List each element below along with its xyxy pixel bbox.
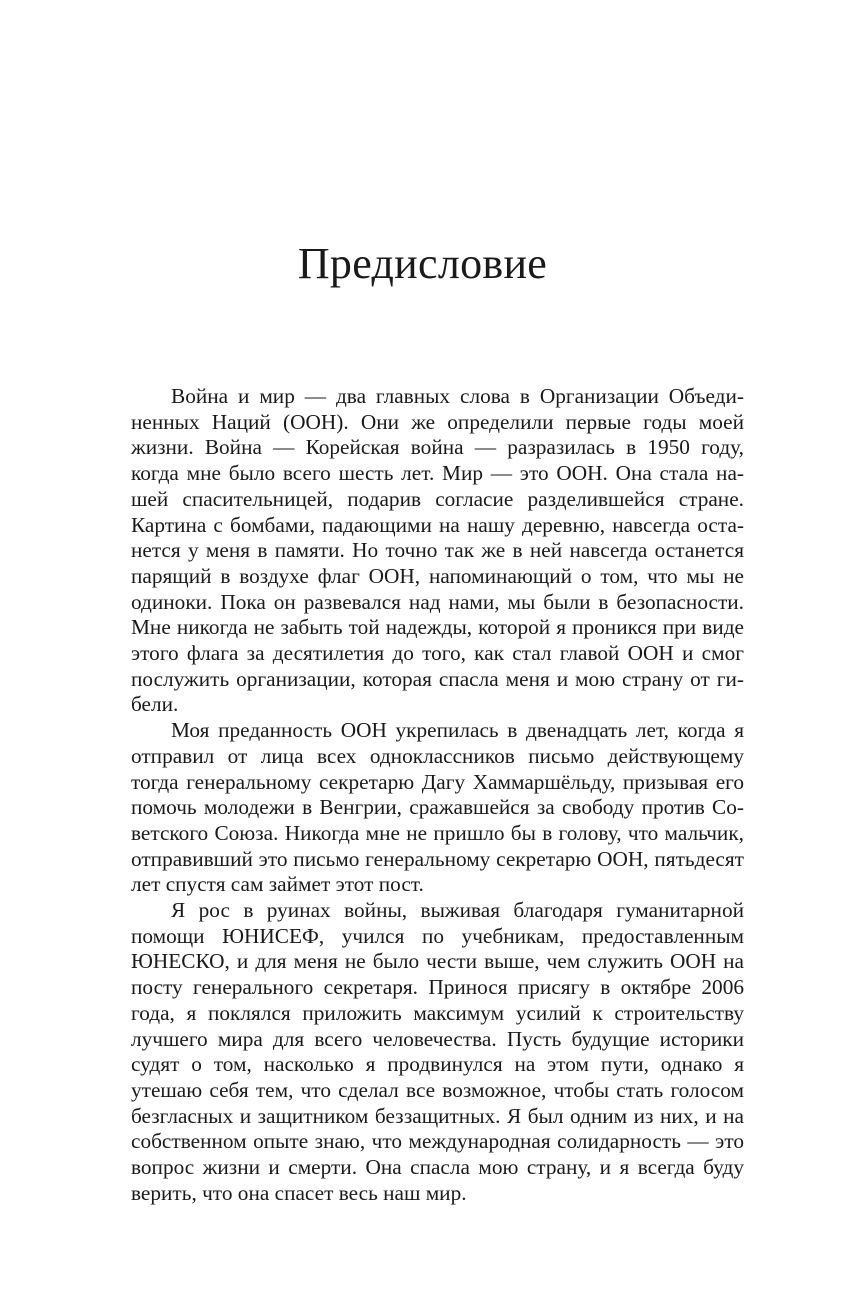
paragraph: Я рос в руинах войны, выживая благодаря гуманитарной помощи ЮНИСЕФ, учился по учебникам, предоставленным ЮНЕСКО, и для меня не было чести выше, чем служить ООН на посту генерального секретаря. Принося присягу в октябре 2006 года, я поклялся приложить максимум усилий к строительству лучшего мира для всего человечества. Пусть будущие историки судят о том, насколько я продвинулся на этом пути, однако я утешаю себя тем, что сделал все возможное, чтобы стать голосом безгласных и защитником беззащитных. Я был одним из них, и на собственном опыте знаю, что международная солидарность — это вопрос жизни и смерти. Она спасла мою страну, и я всегда буду верить, что она спасет весь наш мир. [131, 898, 744, 1205]
body-text [131, 384, 744, 1207]
paragraph: Моя преданность ООН укрепилась в двенадцать лет, когда я отправил от лица всех одноклассников письмо действующему тогда генеральному секретарю Дагу Хаммаршёльду, призывая его помочь молодежи в Венгрии, сражавшейся за свободу против Советского Союза. Никогда мне не пришло бы в голову, что мальчик, отправивший это письмо генеральному секретарю ООН, пятьдесят лет спустя сам займет этот пост. [131, 718, 744, 897]
chapter-title: Предисловие [297, 239, 548, 288]
paragraph: Война и мир — два главных слова в Организации Объединенных Наций (ООН). Они же определили первые годы моей жизни. Война — Корейская война — разразилась в 1950 году, когда мне было всего шесть лет. Мир — это ООН. Она стала нашей спасительницей, подарив согласие разделившейся стране. Картина с бомбами, падающими на нашу деревню, навсегда останется у меня в памяти. Но точно так же в ней навсегда останется парящий в воздухе флаг ООН, напоминающий о том, что мы не одиноки. Пока он развевался над нами, мы были в безопасности. Мне никогда не забыть той надежды, которой я проникся при виде этого флага за десятилетия до того, как стал главой ООН и смог послужить организации, которая спасла меня и мою страну от гибели. [131, 384, 744, 717]
